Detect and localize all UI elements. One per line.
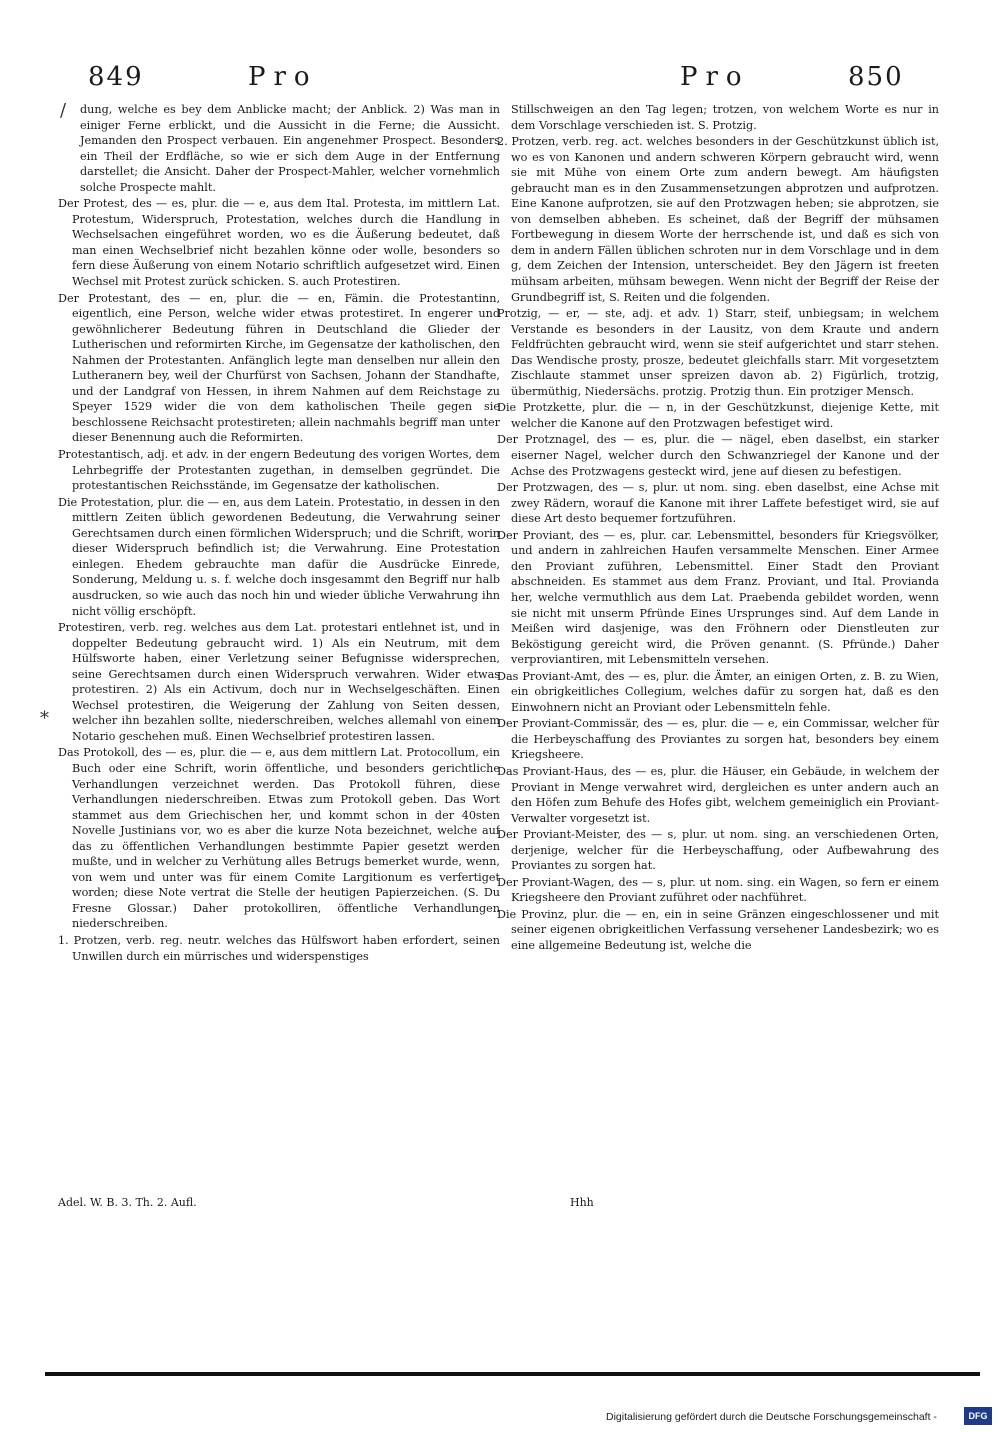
entry-protest: Der Protest, des — es, plur. die — e, aus dem Ital. Protesta, im mittlern Lat. Protestum, Widerspruch, Protestation, welches durch die Handlung in Wechselsachen eingeführet worden, wo es die Äußerung bedeutet, daß man einen Wechselbrief nicht bezahlen könne oder wolle, besonders so fern diese Äußerung von einem Notario schriftlich aufgesetzet wird. Einen Wechsel mit Protest zurück schicken. S. auch Protestiren. — [58, 197, 500, 289]
entry-protestantisch: Protestantisch, adj. et adv. in der engern Bedeutung des vorigen Wortes, dem Lehrbegriffe der Protestanten zugethan, in demselben gegründet. Die protestantischen Reichsstände, im Gegensatze der katholischen. — [58, 448, 500, 493]
dfg-logo-icon: DFG — [964, 1407, 992, 1425]
margin-asterisk-mark: * — [40, 708, 49, 729]
entry-protznagel: Der Protznagel, des — es, plur. die — nägel, eben daselbst, ein starker eiserner Nagel, welcher durch den Schwanzriegel der Kanone und der Achse des Protzwagens gesteckt wird, jene auf diesen zu befestigen. — [497, 433, 939, 478]
bottom-rule — [45, 1372, 980, 1376]
margin-slash-mark: / — [60, 100, 67, 121]
catchword: Hhh — [570, 1196, 594, 1209]
page-number-right: 850 — [848, 62, 904, 92]
entry-protokoll: Das Protokoll, des — es, plur. die — e, aus dem mittlern Lat. Protocollum, ein Buch oder eine Schrift, worin öffentliche, und besonders gerichtliche Verhandlungen verzeichnet werden. Das Protokoll führen, diese Verhandlungen niederschreiben. Etwas zum Protokoll geben. Das Wort stammet aus dem Griechischen her, und kommt schon in der 40sten Novelle Justinians vor, wo es aber die kurze Nota bezeichnet, welche auf das zu öffentlichen Verhandlungen bestimmte Papier gesetzt werden mußte, und in welcher zu Verhütung alles Betrugs bemerket wurde, wenn, von wem und unter was für einem Comite Largitionum es verfertiget worden; diese Note vertrat die Stelle der heutigen Papierzeichen. (S. Du Fresne Glossar.) Daher protokolliren, öffentliche Verhandlungen niederschreiben. — [58, 746, 500, 931]
entry-protzen-1: 1. Protzen, verb. reg. neutr. welches das Hülfswort haben erfordert, seinen Unwillen durch ein mürrisches und widerspenstiges — [58, 933, 500, 963]
entry-proviant: Der Proviant, des — es, plur. car. Lebensmittel, besonders für Kriegsvölker, und andern in zahlreichen Haufen versammelte Menschen. Einer Armee den Proviant zuführen, Lebensmittel. Einer Stadt den Proviant abschneiden. Es stammet aus dem Franz. Proviant, und Ital. Provianda her, welche vermuthlich aus dem Lat. Praebenda gebildet worden, wenn sie nicht mit unserm Pfründe Eines Ursprunges sind. Auf dem Lande in Meißen wird dasjenige, was den Fröhnern oder Dienstleuten zur Beköstigung gereicht wird, die Pröven genannt. (S. Pfründe.) Daher verproviantiren, mit Lebensmitteln versehen. — [497, 528, 939, 667]
entry-proviant-commissaer: Der Proviant-Commissär, des — es, plur. die — e, ein Commissar, welcher für die Herbeyschaffung des Proviantes zu sorgen hat, besonders bey einem Kriegsheere. — [497, 717, 939, 762]
entry-protzwagen: Der Protzwagen, des — s, plur. ut nom. sing. eben daselbst, eine Achse mit zwey Rädern, worauf die Kanone mit ihrer Laffete befestiget wird, sie auf diese Art desto bequemer fortzuführen. — [497, 481, 939, 526]
entry-protestiren: Protestiren, verb. reg. welches aus dem Lat. protestari entlehnet ist, und in doppelter Bedeutung gebraucht wird. 1) Als ein Neutrum, mit dem Hülfsworte haben, einer Verletzung seiner Befugnisse widersprechen, seine Gerechtsamen durch einen Widerspruch verwahren. Wider etwas protestiren. 2) Als ein Activum, doch nur in Wechselgeschäften. Einen Wechsel protestiren, die Weigerung der Zahlung von Seiten dessen, welcher ihn bezahlen sollte, niederschreiben, welches allemahl von einem Notario geschehen muß. Einen Wechselbrief protestiren lassen. — [58, 621, 500, 743]
entry-protzkette: Die Protzkette, plur. die — n, in der Geschützkunst, diejenige Kette, mit welcher die Kanone auf den Protzwagen befestiget wird. — [497, 401, 939, 430]
entry-proviant-meister: Der Proviant-Meister, des — s, plur. ut nom. sing. an verschiedenen Orten, derjenige, welcher für die Herbeyschaffung, oder Aufbewahrung des Proviantes zu sorgen hat. — [497, 828, 939, 873]
left-column — [58, 102, 500, 1210]
entry-proviant-amt: Das Proviant-Amt, des — es, plur. die Ämter, an einigen Orten, z. B. zu Wien, ein obrigkeitliches Collegium, welches dafür zu sorgen hat, daß es den Einwohnern nicht an Proviant oder Lebensmitteln fehle. — [497, 669, 939, 714]
entry-provinz: Die Provinz, plur. die — en, ein in seine Gränzen eingeschlossener und mit seiner eigenen obrigkeitlichen Verfassung versehener Landesbezirk; wo es eine allgemeine Bedeutung ist, welche die — [497, 907, 939, 952]
entry-proviant-wagen: Der Proviant-Wagen, des — s, plur. ut nom. sing. ein Wagen, so fern er einem Kriegsheere den Proviant zuführet oder nachführet. — [497, 875, 939, 905]
entry-protestant: Der Protestant, des — en, plur. die — en, Fämin. die Protestantinn, eigentlich, eine Person, welche wider etwas protestiret. In engerer und gewöhnlicherer Bedeutung führen in Deutschland die Glieder der Lutherischen und reformirten Kirche, im Gegensatze der katholischen, den Nahmen der Protestanten. Anfänglich legte man denselben nur allein den Lutheranern bey, weil der Churfürst von Sachsen, Johann der Standhafte, und der Landgraf von Hessen, in ihrem Nahmen auf dem Reichstage zu Speyer 1529 wider die von dem katholischen Theile gegen sie beschlossene Reichsacht protestireten; allein nachmahls begriff man unter dieser Benennung auch die Reformirten. — [58, 291, 500, 445]
running-head-left: Pro — [248, 62, 318, 92]
entry-proviant-haus: Das Proviant-Haus, des — es, plur. die Häuser, ein Gebäude, in welchem der Proviant in Menge verwahret wird, dergleichen es unter andern auch an den Höfen zum Behufe des Hofes gibt, welchem gemeiniglich ein Proviant-Verwalter vorgesetzt ist. — [497, 764, 939, 825]
entry-continuation: dung, welche es bey dem Anblicke macht; der Anblick. 2) Was man in einiger Ferne erblickt, und die Aussicht in die Ferne; die Aussicht. Jemanden den Prospect verbauen. Ein angenehmer Prospect. Besonders ein Theil der Erdfläche, so wie er sich dem Auge in der Entfernung darstellet; die Ansicht. Daher der Prospect-Mahler, welcher vornehmlich solche Prospecte mahlt. — [80, 103, 500, 194]
funding-credit: Digitalisierung gefördert durch die Deutsche Forschungsgemeinschaft - — [606, 1411, 937, 1423]
running-head-right: Pro — [680, 62, 750, 92]
entry-protzig: Protzig, — er, — ste, adj. et adv. 1) Starr, steif, unbiegsam; in welchem Verstande es besonders in der Lausitz, von dem Kraute und andern Feldfrüchten gebraucht wird, wenn sie steif aufgerichtet und starr stehen. Das Wendische prosty, prosze, bedeutet gleichfalls starr. Mit vorgesetztem Zischlaute stammet unser spreizen davon ab. 2) Figürlich, trotzig, übermüthig, Niedersächs. protzig. Protzig thun. Ein protziger Mensch. — [497, 307, 939, 398]
signature-mark: Adel. W. B. 3. Th. 2. Aufl. — [58, 1196, 197, 1209]
page-number-left: 849 — [88, 62, 144, 92]
entry-protestation: Die Protestation, plur. die — en, aus dem Latein. Protestatio, in dessen in den mittlern Zeiten üblich gewordenen Bedeutung, die Verwahrung seiner Gerechtsamen durch einen förmlichen Widerspruch; und die Schrift, worin dieser Widerspruch befindlich ist; die Verwahrung. Eine Protestation einlegen. Ehedem gebrauchte man dafür die Ausdrücke Einrede, Sonderung, Meldung u. s. f. welche doch insgesammt den Begriff nur halb ausdrucken, so wie auch das noch hin und wieder übliche Verwahrung ihn nicht völlig erschöpft. — [58, 495, 500, 618]
entry-continuation: Stillschweigen an den Tag legen; trotzen, von welchem Worte es nur in dem Vorschlage verschieden ist. S. Protzig. — [511, 103, 939, 132]
entry-protzen-2: 2. Protzen, verb. reg. act. welches besonders in der Geschützkunst üblich ist, wo es von Kanonen und andern schweren Körpern gebraucht wird, wenn sie mit Mühe von einem Orte zum andern bewegt. Am häufigsten gebraucht man es in den Zusammensetzungen abprotzen und aufprotzen. Eine Kanone aufprotzen, sie auf den Protzwagen heben; sie abprotzen, sie von demselben abheben. Es scheinet, daß der Begriff der mühsamen Fortbewegung in diesem Worte der herrschende ist, und daß es sich von dem in andern Fällen üblichen schroten nur in dem Vorschlage und in dem g, dem Zeichen der Intension, unterscheidet. Bey den Jägern ist freeten mühsam arbeiten, mühsam bewegen. Wenn nicht der Begriff der Reise der Grundbegriff ist, S. Reiten und die folgenden. — [497, 135, 939, 304]
right-column — [497, 102, 939, 1202]
